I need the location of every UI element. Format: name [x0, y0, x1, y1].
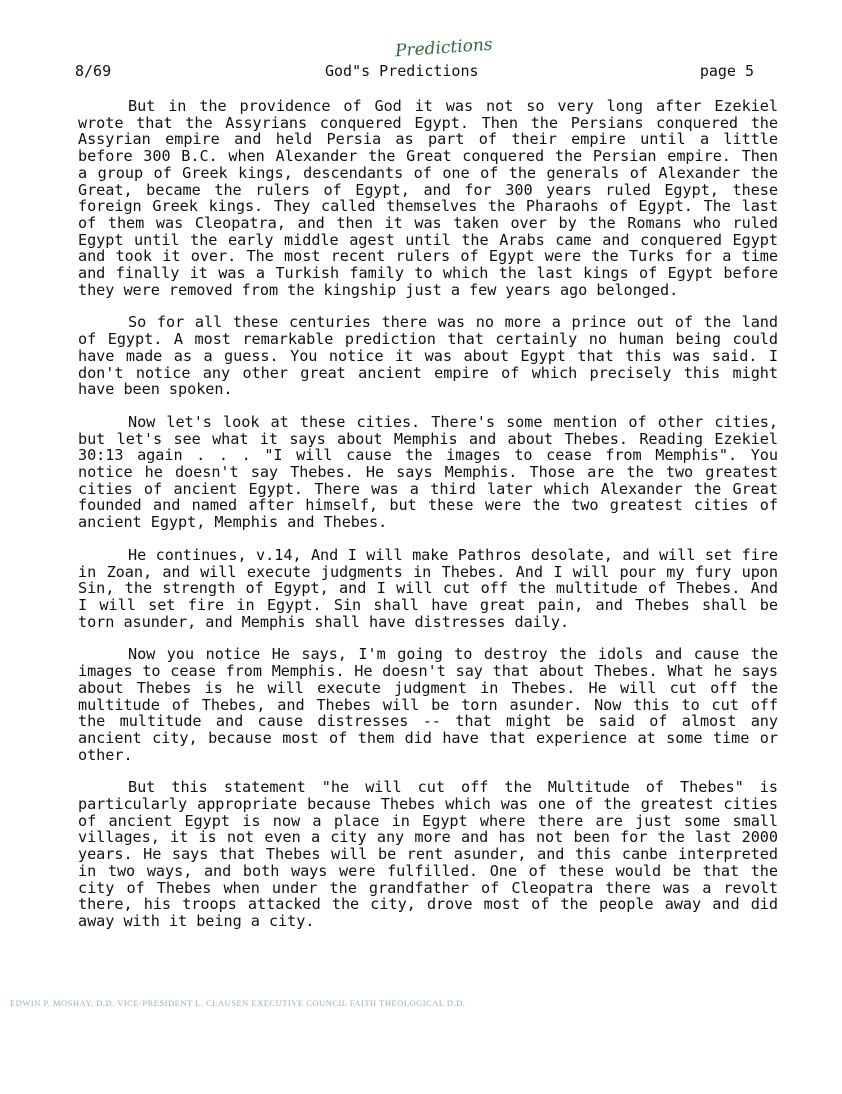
page-header: [75, 62, 754, 84]
header-title: God"s Predictions: [325, 62, 479, 80]
paragraph: He continues, v.14, And I will make Pathros desolate, and will set fire in Zoan, and will execute judgments in Thebes. And I will pour my fury upon Sin, the strength of Egypt, and I will cut off the multitude of Thebes. And I will set fire in Egypt. Sin shall have great pain, and Thebes shall be torn asunder, and Memphis shall have distresses daily.: [78, 545, 778, 631]
paragraph: So for all these centuries there was no more a prince out of the land of Egypt. A most remarkable prediction that certainly no human being could have made as a guess. You notice it was about Egypt that this was said. I don't notice any other great ancient empire of which precisely this might have been spoken.: [78, 313, 778, 399]
body-text: [78, 98, 778, 930]
stamp-line: EDWIN P. MOSHAY, D.D. VICE-PRESIDENT L. CLAUSEN EXECUTIVE COUNCIL FAITH THEOLOGICAL D.D.: [10, 998, 466, 1008]
letterhead-bleedthrough-stamp: [10, 960, 830, 1020]
paragraph: Now you notice He says, I'm going to destroy the idols and cause the images to cease from Memphis. He doesn't say that about Thebes. What he says about Thebes is he will execute judgment in Thebes. He will cut off the multitude of Thebes, and Thebes will be torn asunder. Now this to cut off the multitude and cause distresses -- that might be said of almost any ancient city, because most of them did have that experience at some time or other.: [78, 645, 778, 764]
paragraph: But in the providence of God it was not so very long after Ezekiel wrote that the Assyrians conquered Egypt. Then the Persians conquered the Assyrian empire and held Persia as part of their empire until a little before 300 B.C. when Alexander the Great conquered the Persian empire. Then a group of Greek kings, descendants of one of the generals of Alexander the Great, became the rulers of Egypt, and for 300 years ruled Egypt, these foreign Greek kings. They called themselves the Pharaohs of Egypt. The last of them was Cleopatra, and then it was taken over by the Romans who ruled Egypt until the early middle agest until the Arabs came and conquered Egypt and took it over. The most recent rulers of Egypt were the Turks for a time and finally it was a Turkish family to which the last kings of Egypt before they were removed from the kingship just a few years ago belonged.: [78, 97, 778, 299]
paragraph: But this statement "he will cut off the Multitude of Thebes" is particularly appropriate because Thebes which was one of the greatest cities of ancient Egypt is now a place in Egypt where there are just some small villages, it is not even a city any more and has not been for the last 2000 years. He says that Thebes will be rent asunder, and this canbe interpreted in two ways, and both ways were fulfilled. One of these would be that the city of Thebes when under the grandfather of Cleopatra there was a revolt there, his troops attacked the city, drove most of the people away and did away with it being a city.: [78, 778, 778, 930]
header-date: 8/69: [75, 62, 112, 80]
paragraph: Now let's look at these cities. There's some mention of other cities, but let's see what it says about Memphis and about Thebes. Reading Ezekiel 30:13 again . . . "I will cause the images to cease from Memphis". You notice he doesn't say Thebes. He says Memphis. Those are the two greatest cities of ancient Egypt. There was a third later which Alexander the Great founded and named after himself, but these were the two greatest cities of ancient Egypt, Memphis and Thebes.: [78, 412, 778, 532]
header-page-number: page 5: [699, 62, 754, 80]
handwritten-annotation: Predictions: [394, 34, 494, 62]
